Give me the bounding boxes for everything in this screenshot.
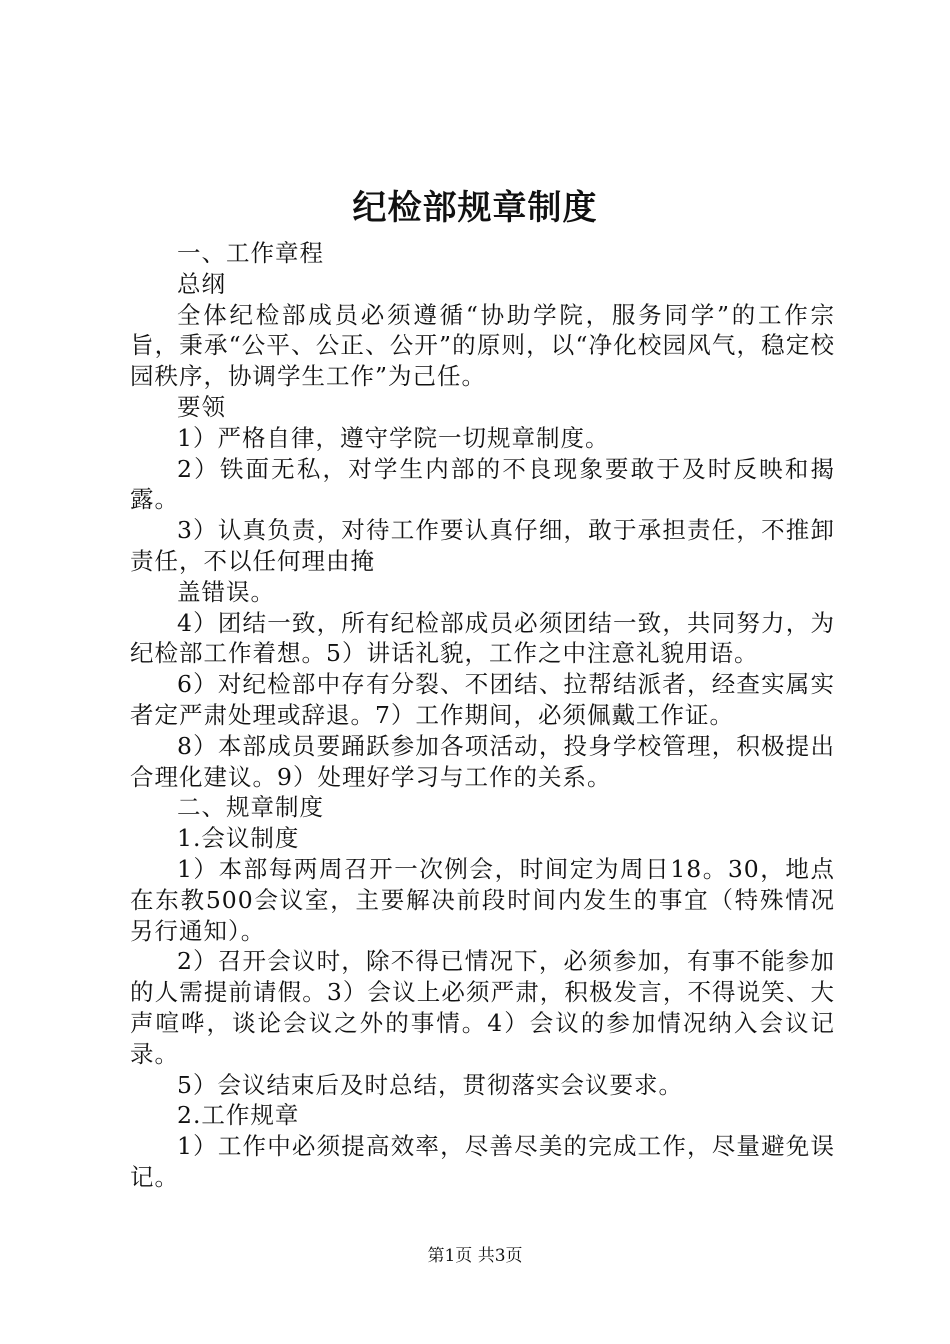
list-item-continuation: 盖错误。 [177,577,275,606]
page-footer: 第1页 共3页 [427,1246,523,1266]
list-item: 1）严格自律，遵守学院一切规章制度。 [177,423,610,452]
list-item: 6）对纪检部中存有分裂、不团结、拉帮结派者，经查实属实者定严肃处理或辞退。7）工作期间，必须佩戴工作证。 [130,670,835,729]
list-item: 3）认真负责，对待工作要认真仔细，敢于承担责任，不推卸责任，不以任何理由掩 [130,516,835,575]
document-title: 纪检部规章制度 [352,188,598,228]
list-item: 1）工作中必须提高效率，尽善尽美的完成工作，尽量避免误记。 [130,1132,835,1191]
list-item: 5）会议结束后及时总结，贯彻落实会议要求。 [177,1070,683,1099]
list-item: 2）铁面无私，对学生内部的不良现象要敢于及时反映和揭露。 [130,454,835,514]
section-heading-work-charter: 一、工作章程 [177,239,324,267]
section-heading-regulations: 二、规章制度 [177,793,324,822]
list-item: 4）团结一致，所有纪检部成员必须团结一致，共同努力，为纪检部工作着想。5）讲话礼貌，工作之中注意礼貌用语。 [130,608,835,668]
subheading-work-rules: 2.工作规章 [177,1101,300,1130]
list-item: 8）本部成员要踊跃参加各项活动，投身学校管理，积极提出合理化建议。9）处理好学习与工作的关系。 [130,731,835,791]
list-item: 1）本部每两周召开一次例会，时间定为周日18。30，地点在东教500会议室，主要解决前段时间内发生的事宜（特殊情况另行通知）。 [130,854,835,945]
subheading-meeting-system: 1.会议制度 [177,824,300,853]
subheading-essentials: 要领 [177,392,226,421]
paragraph-general: 全体纪检部成员必须遵循“协助学院，服务同学”的工作宗旨，秉承“公平、公正、公开”的原则，以“净化校园风气，稳定校园秩序，协调学生工作”为己任。 [130,300,835,391]
document-body [130,238,835,1193]
list-item: 2）召开会议时，除不得已情况下，必须参加，有事不能参加的人需提前请假。3）会议上必须严肃，积极发言，不得说笑、大声喧哗，谈论会议之外的事情。4）会议的参加情况纳入会议记录。 [130,947,835,1068]
subheading-general: 总纲 [177,269,226,298]
